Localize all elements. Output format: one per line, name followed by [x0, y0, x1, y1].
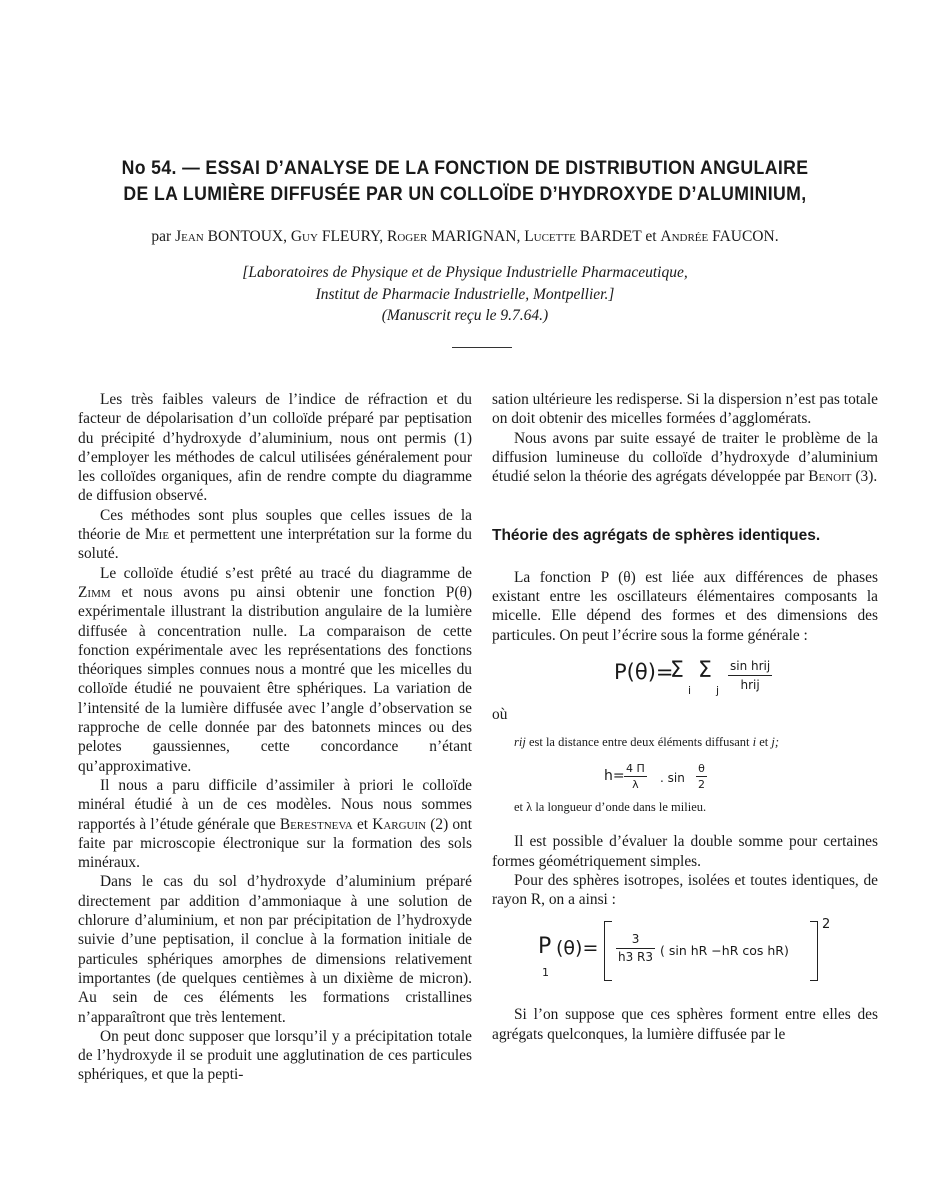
author-first-name: Lucette — [524, 228, 576, 245]
paragraph: Les très faibles valeurs de l’indice de réfraction et du facteur de dépolarisation d’un colloïde préparé par peptisation du précipité d’hydroxyde d’aluminium, nous ont permis (1) d’employer les méthodes de calcul utilisées généralement pour les colloïdes organiques, afin de rendre compte du diagramme de diffusion observé. — [78, 391, 472, 505]
cited-author: Berestneva — [279, 815, 353, 833]
cited-author: Zimm — [78, 583, 111, 601]
paragraph: Il est possible d’évaluer la double somme pour certaines formes géométriquement simples. — [492, 833, 878, 870]
paragraph: où — [492, 705, 508, 723]
author-first-name: Roger — [387, 228, 428, 245]
author-conjunction: et — [645, 228, 657, 245]
author-prefix: par — [151, 228, 172, 245]
title-divider — [452, 347, 512, 348]
paragraph: Le colloïde étudié s’est prêté au tracé du diagramme de Zimm et nous avons pu ainsi obtenir une fonction P(θ) expérimentale illustrant la distribution angulaire de la lumière diffusée à concentration nulle. La comparaison de cette fonction expérimentale avec les représentations des fonctions théoriques simples connues nous a montré que les micelles du colloïde étudié ne pouvaient être sphériques. La variation de l’intensité de la lumière diffusée avec l’angle d’observation se rapproche de celle donnée par des batonnets minces ou des pelotes gaussiennes, cette concordance n’étant qu’approximative. — [78, 564, 472, 775]
equation-sphere-function: P 1 (θ)= $\frac{3}{h3 R3}$ ( sin hR −hR cos hR) 2 — [538, 917, 831, 980]
author-last-name: BARDET — [579, 228, 642, 245]
author-last-name: MARIGNAN, — [431, 228, 521, 245]
author-last-name: FAUCON. — [712, 228, 779, 245]
section-heading: Théorie des agrégats de sphères identiques. — [492, 527, 821, 545]
equation-h: h= $\frac{4 \Pi}{\lambda}$ . sin $\frac{\theta}{2}$ — [604, 762, 705, 792]
author-last-name: BONTOUX, — [207, 228, 287, 245]
paragraph: Nous avons par suite essayé de traiter le problème de la diffusion lumineuse du colloïde d’hydroxyde d’aluminium étudié selon la théorie des agrégats développée par Benoit (3). — [492, 429, 878, 486]
author-last-name: FLEURY, — [321, 228, 384, 245]
author-first-name: Guy — [290, 228, 318, 245]
paragraph: Si l’on suppose que ces sphères forment entre elles des agrégats quelconques, la lumière diffusée par le — [492, 1006, 878, 1043]
paragraph: Il nous a paru difficile d’assimiler à priori le colloïde minéral étudié à un de ces modèles. Nous nous sommes rapportés à l’étude générale que Berestneva et Karguin (2) ont faite par microscopie électronique sur la formation des sols minéraux. — [78, 776, 472, 872]
cited-author: Karguin — [372, 815, 427, 833]
left-bracket — [604, 921, 612, 981]
equation-scattering-function: P(θ)= Σ i Σ j sin hrij hrij — [614, 657, 771, 697]
cited-author: Benoit — [808, 468, 852, 486]
definition-lambda: et λ la longueur d’onde dans le milieu. — [514, 800, 707, 815]
paragraph: On peut donc supposer que lorsqu’il y a précipitation totale de l’hydroxyde il se produit une agglutination de ces particules sphériques, et que la pepti- — [78, 1027, 472, 1084]
paragraph: Dans le cas du sol d’hydroxyde d’aluminium préparé directement par addition d’ammoniaque à une solution de chlorure d’aluminium, et non par précipitation de l’hydroxyde suivie d’une peptisation, il conclue à la formation initiale de particules sphériques amorphes de dimensions relativement importantes (de quelques centièmes à un dixième de micron). Au sein de ces éléments les formations cristallines n’apparaîtront que très lentement. — [78, 873, 472, 1026]
article-title-line2: DE LA LUMIÈRE DIFFUSÉE PAR UN COLLOÏDE D’HYDROXYDE D’ALUMINIUM, — [123, 184, 807, 205]
affiliation-line1: [Laboratoires de Physique et de Physique Industrielle Pharmaceutique, — [242, 264, 688, 281]
right-column — [492, 390, 878, 1044]
right-bracket — [810, 921, 818, 981]
author-first-name: Andrée — [660, 228, 709, 245]
cited-author: Mie — [144, 526, 170, 544]
left-column — [78, 390, 472, 1085]
paragraph: Ces méthodes sont plus souples que celles issues de la théorie de Mie et permettent une interprétation sur la forme du soluté. — [78, 506, 472, 563]
author-first-name: Jean — [175, 228, 204, 245]
paragraph: La fonction P (θ) est liée aux différences de phases existant entre les oscillateurs élémentaires composants la micelle. Elle dépend des formes et des dimensions des particules. On peut l’écrire sous la forme générale : — [492, 568, 878, 644]
article-title-line1: No 54. — ESSAI D’ANALYSE DE LA FONCTION DE DISTRIBUTION ANGULAIRE — [121, 158, 809, 179]
received-date: (Manuscrit reçu le 9.7.64.) — [381, 307, 549, 324]
paragraph: sation ultérieure les redisperse. Si la dispersion n’est pas totale on doit obtenir des micelles formées d’agglomérats. — [492, 391, 878, 428]
author-line — [30, 228, 900, 246]
paragraph: Pour des sphères isotropes, isolées et toutes identiques, de rayon R, on a ainsi : — [492, 871, 878, 909]
definition-rij: rij est la distance entre deux éléments diffusant i et j; — [514, 735, 779, 750]
affiliation-line2: Institut de Pharmacie Industrielle, Montpellier.] — [315, 286, 615, 303]
